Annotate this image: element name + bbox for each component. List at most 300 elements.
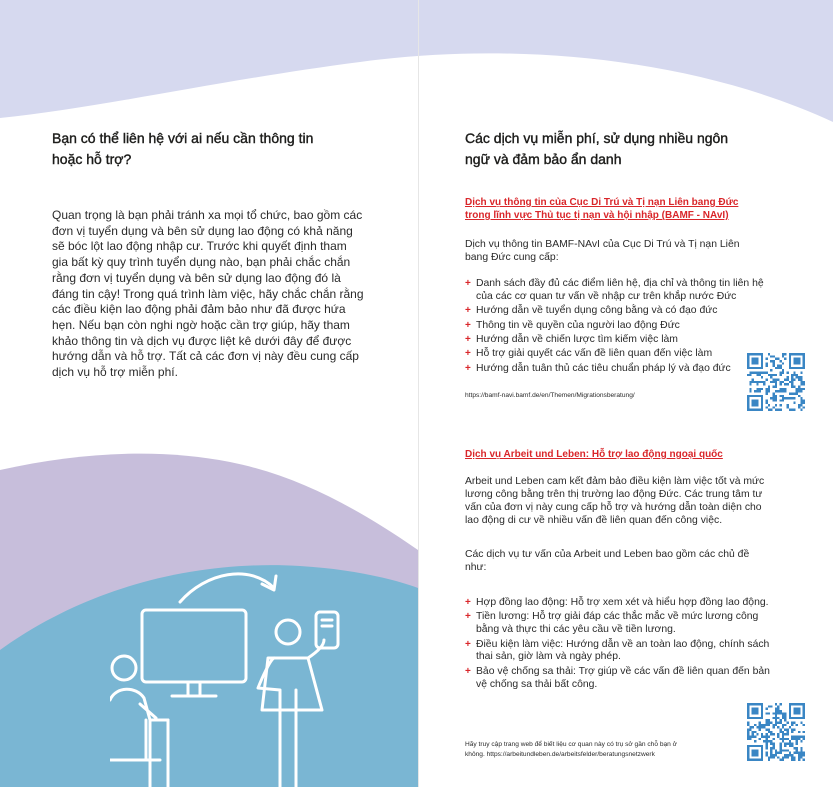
- qr-module: [798, 738, 800, 740]
- qr-module: [796, 740, 798, 742]
- qr-module: [756, 383, 758, 385]
- qr-module: [777, 710, 779, 712]
- qr-module: [786, 406, 788, 408]
- qr-module: [800, 409, 802, 411]
- qr-module: [763, 383, 765, 385]
- qr-module: [773, 724, 775, 726]
- qr-module: [754, 740, 756, 742]
- qr-module: [749, 726, 751, 728]
- qr-module: [775, 717, 777, 719]
- qr-module: [761, 735, 763, 737]
- qr-module: [800, 397, 802, 399]
- qr-module: [759, 388, 761, 390]
- list-item-text: Bảo vệ chống sa thải: Trợ giúp về các vấn đề liên quan đến bản vệ chống sa thải bất công.: [476, 665, 770, 690]
- arbeit-services-intro: [465, 548, 785, 574]
- qr-module: [782, 715, 784, 717]
- qr-module: [766, 733, 768, 735]
- qr-module: [768, 719, 770, 721]
- qr-module: [796, 742, 798, 744]
- qr-module: [789, 752, 791, 754]
- left-paragraph-line: Quan trọng là bạn phải tránh xa mọi tổ chức, bao gồm các: [52, 208, 363, 222]
- qr-module: [770, 756, 772, 758]
- qr-module: [779, 395, 781, 397]
- list-item: [465, 320, 775, 333]
- qr-module: [773, 756, 775, 758]
- qr-module: [779, 404, 781, 406]
- qr-module: [793, 722, 795, 724]
- qr-module: [752, 726, 754, 728]
- monitor-shape: [142, 610, 246, 682]
- qr-module: [777, 379, 779, 381]
- bullet-plus-icon: +: [465, 333, 471, 345]
- qr-module: [777, 705, 779, 707]
- qr-module: [782, 731, 784, 733]
- qr-module: [796, 735, 798, 737]
- qr-module: [766, 392, 768, 394]
- bamf-section-title: [465, 196, 785, 222]
- qr-module: [793, 747, 795, 749]
- qr-module: [786, 733, 788, 735]
- left-paragraph-line: gia bất kỳ quy trình tuyển dụng nào, bạn phải chắc chắn: [52, 255, 351, 270]
- qr-module: [766, 724, 768, 726]
- qr-module: [803, 759, 805, 761]
- qr-module: [766, 752, 768, 754]
- qr-module: [779, 742, 781, 744]
- qr-module: [784, 717, 786, 719]
- qr-module: [777, 733, 779, 735]
- qr-code-bamf[interactable]: [747, 353, 805, 411]
- qr-module: [798, 406, 800, 408]
- qr-module: [766, 406, 768, 408]
- list-item: [465, 305, 775, 318]
- column-divider: [418, 0, 419, 787]
- qr-module: [756, 733, 758, 735]
- qr-module: [779, 365, 781, 367]
- qr-module: [777, 752, 779, 754]
- qr-module: [756, 388, 758, 390]
- qr-module: [766, 372, 768, 374]
- qr-module: [782, 749, 784, 751]
- qr-module: [747, 735, 749, 737]
- bullet-plus-icon: +: [465, 362, 471, 374]
- qr-module: [766, 745, 768, 747]
- qr-module: [789, 742, 791, 744]
- qr-module: [800, 399, 802, 401]
- qr-module: [800, 754, 802, 756]
- qr-module: [747, 374, 749, 376]
- qr-module: [803, 731, 805, 733]
- qr-module: [800, 740, 802, 742]
- bullet-plus-icon: +: [465, 597, 471, 608]
- arbeit-link[interactable]: [465, 740, 677, 760]
- qr-module: [791, 383, 793, 385]
- qr-module: [766, 362, 768, 364]
- qr-module: [784, 353, 786, 355]
- qr-module: [775, 708, 777, 710]
- qr-module: [784, 397, 786, 399]
- qr-module: [754, 381, 756, 383]
- qr-module: [754, 735, 756, 737]
- top-arc-shape: [0, 0, 833, 122]
- qr-module: [784, 749, 786, 751]
- phone-shape: [316, 612, 338, 648]
- qr-module: [803, 738, 805, 740]
- qr-module: [798, 735, 800, 737]
- qr-module: [766, 402, 768, 404]
- list-item: [465, 597, 781, 610]
- qr-module: [773, 733, 775, 735]
- qr-module: [779, 372, 781, 374]
- qr-module: [779, 710, 781, 712]
- qr-module: [770, 374, 772, 376]
- qr-module: [782, 390, 784, 392]
- qr-module: [749, 390, 751, 392]
- list-item: [465, 611, 781, 637]
- bamf-list: [465, 278, 775, 377]
- qr-module: [800, 756, 802, 758]
- qr-module: [782, 355, 784, 357]
- qr-module: [754, 724, 756, 726]
- qr-module: [782, 381, 784, 383]
- qr-module: [768, 735, 770, 737]
- qr-module: [796, 388, 798, 390]
- qr-module: [752, 381, 754, 383]
- qr-module: [789, 409, 791, 411]
- qr-module: [775, 358, 777, 360]
- qr-module: [773, 362, 775, 364]
- qr-module: [800, 383, 802, 385]
- qr-module: [766, 729, 768, 731]
- qr-module: [759, 722, 761, 724]
- qr-module: [747, 738, 749, 740]
- qr-module: [803, 381, 805, 383]
- qr-module: [747, 722, 749, 724]
- list-item: [465, 348, 775, 361]
- qr-module: [793, 756, 795, 758]
- qr-module: [779, 738, 781, 740]
- qr-module: [782, 756, 784, 758]
- qr-module: [782, 735, 784, 737]
- list-item-text: Danh sách đầy đủ các điểm liên hệ, địa chỉ và thông tin liên hệ của các cơ quan tư vấn về nhập cư trên khắp nước Đức: [476, 278, 764, 302]
- arbeit-list: [465, 597, 781, 693]
- qr-module: [766, 722, 768, 724]
- qr-module: [747, 731, 749, 733]
- qr-module: [800, 404, 802, 406]
- qr-module: [779, 703, 781, 705]
- qr-module: [798, 395, 800, 397]
- qr-module: [793, 397, 795, 399]
- qr-module: [775, 367, 777, 369]
- qr-module: [775, 397, 777, 399]
- qr-module: [777, 726, 779, 728]
- qr-module: [768, 390, 770, 392]
- qr-module: [756, 372, 758, 374]
- qr-module: [800, 381, 802, 383]
- qr-module: [749, 374, 751, 376]
- qr-module: [754, 372, 756, 374]
- list-item-text: Hướng dẫn về tuyển dụng công bằng và có đạo đức: [476, 305, 718, 317]
- qr-module: [773, 717, 775, 719]
- qr-module: [782, 740, 784, 742]
- standing-person-dress: [262, 658, 322, 710]
- qr-module: [754, 390, 756, 392]
- bullet-plus-icon: +: [465, 611, 471, 623]
- qr-module: [800, 379, 802, 381]
- qr-module: [770, 369, 772, 371]
- qr-module: [770, 705, 772, 707]
- qr-module: [768, 724, 770, 726]
- qr-module: [773, 385, 775, 387]
- qr-module: [796, 752, 798, 754]
- qr-module: [773, 742, 775, 744]
- qr-module: [803, 388, 805, 390]
- qr-module: [789, 381, 791, 383]
- qr-module: [786, 379, 788, 381]
- qr-module: [766, 712, 768, 714]
- qr-finder-module: [752, 749, 759, 756]
- left-paragraph-line: đáng tin cậy! Trong quá trình làm việc, hãy chắc chắn rằng: [52, 286, 364, 301]
- qr-module: [786, 731, 788, 733]
- qr-module: [749, 383, 751, 385]
- qr-module: [779, 752, 781, 754]
- qr-module: [777, 735, 779, 737]
- qr-module: [791, 381, 793, 383]
- qr-module: [773, 379, 775, 381]
- qr-module: [773, 747, 775, 749]
- qr-module: [803, 735, 805, 737]
- qr-module: [800, 752, 802, 754]
- qr-module: [777, 365, 779, 367]
- qr-module: [800, 722, 802, 724]
- qr-module: [793, 392, 795, 394]
- qr-module: [754, 731, 756, 733]
- qr-module: [786, 404, 788, 406]
- qr-module: [777, 717, 779, 719]
- qr-module: [784, 719, 786, 721]
- qr-module: [759, 738, 761, 740]
- qr-module: [766, 740, 768, 742]
- qr-module: [773, 406, 775, 408]
- qr-module: [770, 360, 772, 362]
- qr-module: [791, 738, 793, 740]
- bamf-link-text[interactable]: https://bamf-navi.bamf.de/en/Themen/Migrationsberatung/: [465, 392, 635, 399]
- qr-code-arbeit[interactable]: [747, 703, 805, 761]
- qr-module: [796, 374, 798, 376]
- list-item-text: Điều kiện làm việc: Hướng dẫn về an toàn lao động, chính sách thai sản, giờ làm và ngày phép.: [476, 638, 770, 663]
- qr-module: [800, 402, 802, 404]
- qr-module: [773, 355, 775, 357]
- qr-module: [791, 729, 793, 731]
- qr-module: [791, 724, 793, 726]
- qr-module: [773, 395, 775, 397]
- list-item-text: Thông tin về quyền của người lao động Đức: [476, 319, 680, 331]
- left-heading-line-1: Bạn có thể liên hệ với ai nếu cần thông tin: [52, 130, 314, 146]
- qr-module: [775, 399, 777, 401]
- qr-module: [766, 719, 768, 721]
- qr-module: [793, 374, 795, 376]
- qr-module: [782, 712, 784, 714]
- list-item-text: Hướng dẫn tuân thủ các tiêu chuẩn pháp lý và đạo đức: [476, 362, 731, 374]
- left-paragraph-line: hướng dẫn và hỗ trợ. Tất cả các đơn vị này đều cung cấp: [52, 349, 359, 364]
- phone-screen-lines: [322, 620, 332, 626]
- qr-module: [747, 733, 749, 735]
- arbeit-intro: [465, 475, 785, 527]
- qr-module: [779, 383, 781, 385]
- qr-module: [786, 397, 788, 399]
- qr-module: [761, 733, 763, 735]
- qr-module: [773, 738, 775, 740]
- qr-module: [791, 722, 793, 724]
- qr-module: [752, 731, 754, 733]
- list-item-text: Hỗ trợ giải quyết các vấn đề liên quan đến việc làm: [476, 348, 713, 360]
- qr-module: [800, 749, 802, 751]
- qr-module: [777, 409, 779, 411]
- qr-module: [798, 759, 800, 761]
- qr-module: [770, 749, 772, 751]
- qr-module: [773, 712, 775, 714]
- qr-module: [791, 745, 793, 747]
- qr-module: [763, 740, 765, 742]
- qr-module: [793, 738, 795, 740]
- seated-person-head: [112, 656, 136, 680]
- qr-module: [786, 722, 788, 724]
- qr-module: [784, 358, 786, 360]
- qr-module: [786, 749, 788, 751]
- list-item-text: Hợp đồng lao động: Hỗ trợ xem xét và hiểu hợp đồng lao động.: [476, 597, 769, 608]
- qr-module: [798, 752, 800, 754]
- qr-module: [798, 390, 800, 392]
- qr-module: [768, 712, 770, 714]
- qr-finder-module: [793, 358, 800, 365]
- qr-module: [786, 738, 788, 740]
- qr-module: [773, 374, 775, 376]
- qr-module: [768, 740, 770, 742]
- bullet-plus-icon: +: [465, 665, 471, 677]
- qr-module: [761, 724, 763, 726]
- arbeit-title-text: Dịch vụ Arbeit und Leben: Hỗ trợ lao động ngoại quốc: [465, 449, 723, 460]
- qr-module: [793, 752, 795, 754]
- qr-module: [775, 409, 777, 411]
- qr-module: [777, 390, 779, 392]
- qr-module: [782, 369, 784, 371]
- qr-module: [777, 722, 779, 724]
- right-column: [465, 128, 785, 170]
- qr-module: [784, 388, 786, 390]
- monitor-stand: [172, 682, 216, 696]
- qr-module: [775, 385, 777, 387]
- qr-module: [749, 738, 751, 740]
- qr-module: [796, 738, 798, 740]
- qr-module: [779, 360, 781, 362]
- qr-module: [766, 379, 768, 381]
- qr-module: [791, 397, 793, 399]
- qr-module: [779, 731, 781, 733]
- qr-module: [789, 740, 791, 742]
- qr-module: [775, 719, 777, 721]
- qr-module: [763, 381, 765, 383]
- qr-module: [782, 717, 784, 719]
- qr-module: [770, 381, 772, 383]
- left-heading-line-2: hoặc hỗ trợ?: [52, 151, 132, 167]
- qr-module: [800, 372, 802, 374]
- qr-module: [766, 742, 768, 744]
- qr-module: [752, 372, 754, 374]
- arbeit-link-line-2[interactable]: không. https://arbeitundleben.de/arbeitsfelder/beratungsnetzwerk: [465, 751, 655, 758]
- list-item: [465, 639, 781, 665]
- bullet-plus-icon: +: [465, 305, 471, 317]
- qr-module: [763, 726, 765, 728]
- list-item: [465, 666, 781, 692]
- qr-module: [784, 390, 786, 392]
- qr-module: [763, 724, 765, 726]
- qr-module: [763, 372, 765, 374]
- qr-module: [793, 759, 795, 761]
- qr-module: [752, 735, 754, 737]
- qr-module: [777, 712, 779, 714]
- qr-module: [789, 745, 791, 747]
- qr-module: [768, 756, 770, 758]
- qr-module: [761, 388, 763, 390]
- qr-module: [779, 374, 781, 376]
- qr-module: [775, 722, 777, 724]
- qr-module: [779, 747, 781, 749]
- qr-module: [779, 745, 781, 747]
- qr-code-bamf-icon: [747, 353, 805, 411]
- qr-module: [793, 402, 795, 404]
- left-paragraph-line: rằng đơn vị tuyển dụng và bên sử dụng lao động đó là: [52, 270, 341, 285]
- qr-module: [786, 729, 788, 731]
- qr-module: [782, 362, 784, 364]
- left-paragraph-line: khảo thông tin và dịch vụ được liệt kê dưới đây để được: [52, 333, 352, 348]
- left-paragraph-line: dịch vụ hỗ trợ miễn phí.: [52, 365, 178, 380]
- qr-module: [775, 703, 777, 705]
- qr-module: [756, 381, 758, 383]
- bullet-plus-icon: +: [465, 348, 471, 360]
- qr-module: [749, 735, 751, 737]
- qr-module: [803, 724, 805, 726]
- qr-module: [766, 388, 768, 390]
- qr-module: [793, 372, 795, 374]
- qr-module: [784, 724, 786, 726]
- qr-module: [779, 712, 781, 714]
- qr-module: [756, 726, 758, 728]
- qr-module: [749, 729, 751, 731]
- qr-module: [759, 729, 761, 731]
- qr-module: [784, 756, 786, 758]
- qr-module: [749, 388, 751, 390]
- qr-module: [784, 383, 786, 385]
- qr-module: [770, 731, 772, 733]
- list-item: [465, 363, 775, 376]
- qr-module: [779, 719, 781, 721]
- left-paragraph-line: hẹn. Nếu bạn còn nghi ngờ hoặc cần trợ giúp, hãy tham: [52, 317, 350, 332]
- qr-module: [770, 722, 772, 724]
- qr-module: [789, 754, 791, 756]
- qr-module: [759, 372, 761, 374]
- qr-module: [793, 385, 795, 387]
- qr-module: [779, 388, 781, 390]
- qr-module: [770, 355, 772, 357]
- bamf-link[interactable]: [465, 391, 635, 401]
- qr-module: [803, 402, 805, 404]
- qr-module: [779, 759, 781, 761]
- qr-module: [784, 754, 786, 756]
- qr-module: [782, 353, 784, 355]
- qr-module: [796, 749, 798, 751]
- qr-module: [793, 729, 795, 731]
- qr-module: [773, 754, 775, 756]
- qr-module: [759, 381, 761, 383]
